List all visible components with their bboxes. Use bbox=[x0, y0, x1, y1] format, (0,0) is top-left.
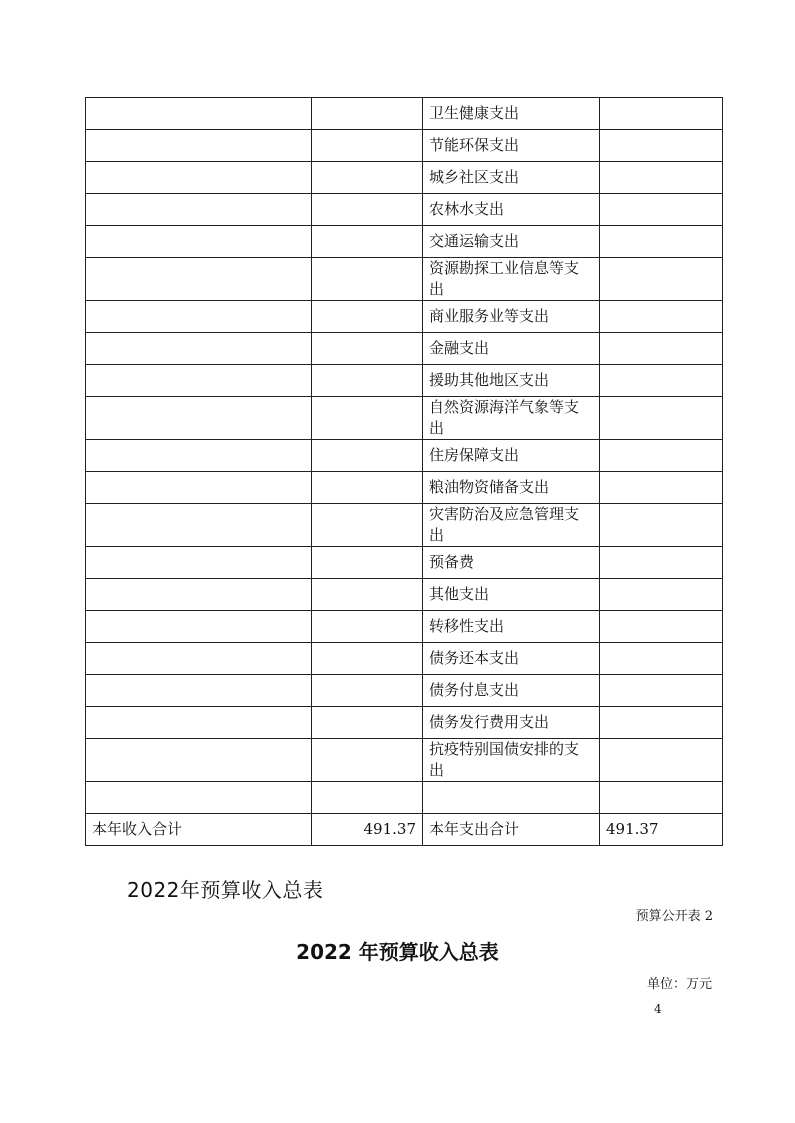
table-row bbox=[86, 782, 723, 814]
income-item-cell bbox=[86, 579, 312, 611]
income-amount-cell bbox=[312, 504, 423, 547]
expense-amount-cell bbox=[600, 504, 723, 547]
page-number: 4 bbox=[654, 1002, 662, 1016]
expense-amount-cell bbox=[600, 333, 723, 365]
table-row bbox=[86, 611, 723, 643]
income-item-cell bbox=[86, 130, 312, 162]
table-row bbox=[86, 194, 723, 226]
income-item-cell bbox=[86, 440, 312, 472]
expense-amount-cell bbox=[600, 440, 723, 472]
expense-item-cell bbox=[423, 782, 600, 814]
expense-amount-cell bbox=[600, 579, 723, 611]
table-row bbox=[86, 258, 723, 301]
income-item-cell bbox=[86, 547, 312, 579]
table-number: 预算公开表 2 bbox=[635, 909, 713, 924]
income-amount-cell bbox=[312, 643, 423, 675]
income-item-cell bbox=[86, 675, 312, 707]
income-amount-cell bbox=[312, 675, 423, 707]
income-amount-cell bbox=[312, 579, 423, 611]
expense-item-cell: 债务还本支出 bbox=[423, 643, 600, 675]
expense-amount-cell bbox=[600, 397, 723, 440]
income-amount-cell bbox=[312, 472, 423, 504]
income-item-cell bbox=[86, 611, 312, 643]
income-amount-cell bbox=[312, 365, 423, 397]
expense-item-cell: 商业服务业等支出 bbox=[423, 301, 600, 333]
expense-amount-cell bbox=[600, 98, 723, 130]
expense-amount-cell bbox=[600, 162, 723, 194]
expense-item-cell: 债务付息支出 bbox=[423, 675, 600, 707]
expense-amount-cell bbox=[600, 707, 723, 739]
expense-amount-cell bbox=[600, 365, 723, 397]
income-item-cell bbox=[86, 397, 312, 440]
income-amount-cell bbox=[312, 547, 423, 579]
income-item-cell bbox=[86, 782, 312, 814]
income-item-cell bbox=[86, 707, 312, 739]
expense-item-cell: 援助其他地区支出 bbox=[423, 365, 600, 397]
expense-amount-cell bbox=[600, 739, 723, 782]
expense-item-cell: 自然资源海洋气象等支出 bbox=[423, 397, 600, 440]
expense-amount-cell bbox=[600, 643, 723, 675]
expense-item-cell: 住房保障支出 bbox=[423, 440, 600, 472]
income-amount-cell bbox=[312, 707, 423, 739]
income-item-cell bbox=[86, 472, 312, 504]
table-row bbox=[86, 472, 723, 504]
table-row bbox=[86, 643, 723, 675]
income-amount-cell bbox=[312, 440, 423, 472]
income-total-label: 本年收入合计 bbox=[86, 814, 312, 846]
table-row bbox=[86, 504, 723, 547]
income-amount-cell bbox=[312, 194, 423, 226]
expense-item-cell: 转移性支出 bbox=[423, 611, 600, 643]
income-item-cell bbox=[86, 98, 312, 130]
expense-amount-cell bbox=[600, 226, 723, 258]
table-row bbox=[86, 579, 723, 611]
income-item-cell bbox=[86, 365, 312, 397]
income-item-cell bbox=[86, 739, 312, 782]
income-amount-cell bbox=[312, 301, 423, 333]
expense-item-cell: 抗疫特别国债安排的支出 bbox=[423, 739, 600, 782]
expense-amount-cell bbox=[600, 675, 723, 707]
income-amount-cell bbox=[312, 98, 423, 130]
income-item-cell bbox=[86, 162, 312, 194]
income-amount-cell bbox=[312, 162, 423, 194]
budget-table-body bbox=[86, 98, 723, 846]
table-row bbox=[86, 365, 723, 397]
table-row bbox=[86, 226, 723, 258]
table-row bbox=[86, 739, 723, 782]
income-amount-cell bbox=[312, 782, 423, 814]
expense-item-cell: 卫生健康支出 bbox=[423, 98, 600, 130]
expense-amount-cell bbox=[600, 611, 723, 643]
table-row bbox=[86, 440, 723, 472]
expense-item-cell: 农林水支出 bbox=[423, 194, 600, 226]
income-item-cell bbox=[86, 333, 312, 365]
income-amount-cell bbox=[312, 333, 423, 365]
expense-amount-cell bbox=[600, 130, 723, 162]
expense-item-cell: 交通运输支出 bbox=[423, 226, 600, 258]
expense-total-label: 本年支出合计 bbox=[423, 814, 600, 846]
income-item-cell bbox=[86, 504, 312, 547]
table-row bbox=[86, 130, 723, 162]
expense-item-cell: 债务发行费用支出 bbox=[423, 707, 600, 739]
income-item-cell bbox=[86, 226, 312, 258]
table-row bbox=[86, 162, 723, 194]
table-row bbox=[86, 707, 723, 739]
table-row bbox=[86, 301, 723, 333]
unit-label: 单位：万元 bbox=[646, 977, 712, 992]
budget-table bbox=[85, 97, 723, 846]
income-amount-cell bbox=[312, 397, 423, 440]
table-row bbox=[86, 333, 723, 365]
expense-item-cell: 金融支出 bbox=[423, 333, 600, 365]
income-item-cell bbox=[86, 301, 312, 333]
income-item-cell bbox=[86, 194, 312, 226]
expense-amount-cell bbox=[600, 472, 723, 504]
expense-item-cell: 其他支出 bbox=[423, 579, 600, 611]
expense-item-cell: 资源勘探工业信息等支出 bbox=[423, 258, 600, 301]
income-amount-cell bbox=[312, 739, 423, 782]
expense-amount-cell bbox=[600, 782, 723, 814]
table-row bbox=[86, 397, 723, 440]
expense-item-cell: 城乡社区支出 bbox=[423, 162, 600, 194]
income-amount-cell bbox=[312, 130, 423, 162]
income-amount-cell bbox=[312, 611, 423, 643]
table-row bbox=[86, 547, 723, 579]
income-amount-cell bbox=[312, 258, 423, 301]
expense-item-cell: 粮油物资储备支出 bbox=[423, 472, 600, 504]
expense-total-value: 491.37 bbox=[600, 814, 723, 846]
expense-amount-cell bbox=[600, 194, 723, 226]
expense-amount-cell bbox=[600, 547, 723, 579]
expense-item-cell: 节能环保支出 bbox=[423, 130, 600, 162]
main-title: 2022 年预算收入总表 bbox=[296, 940, 499, 964]
expense-item-cell: 预备费 bbox=[423, 547, 600, 579]
expense-amount-cell bbox=[600, 301, 723, 333]
totals-row bbox=[86, 814, 723, 846]
table-row bbox=[86, 675, 723, 707]
expense-item-cell: 灾害防治及应急管理支出 bbox=[423, 504, 600, 547]
income-item-cell bbox=[86, 643, 312, 675]
income-total-value: 491.37 bbox=[312, 814, 423, 846]
expense-amount-cell bbox=[600, 258, 723, 301]
income-item-cell bbox=[86, 258, 312, 301]
income-amount-cell bbox=[312, 226, 423, 258]
table-row bbox=[86, 98, 723, 130]
section-title: 2022年预算收入总表 bbox=[127, 878, 324, 902]
